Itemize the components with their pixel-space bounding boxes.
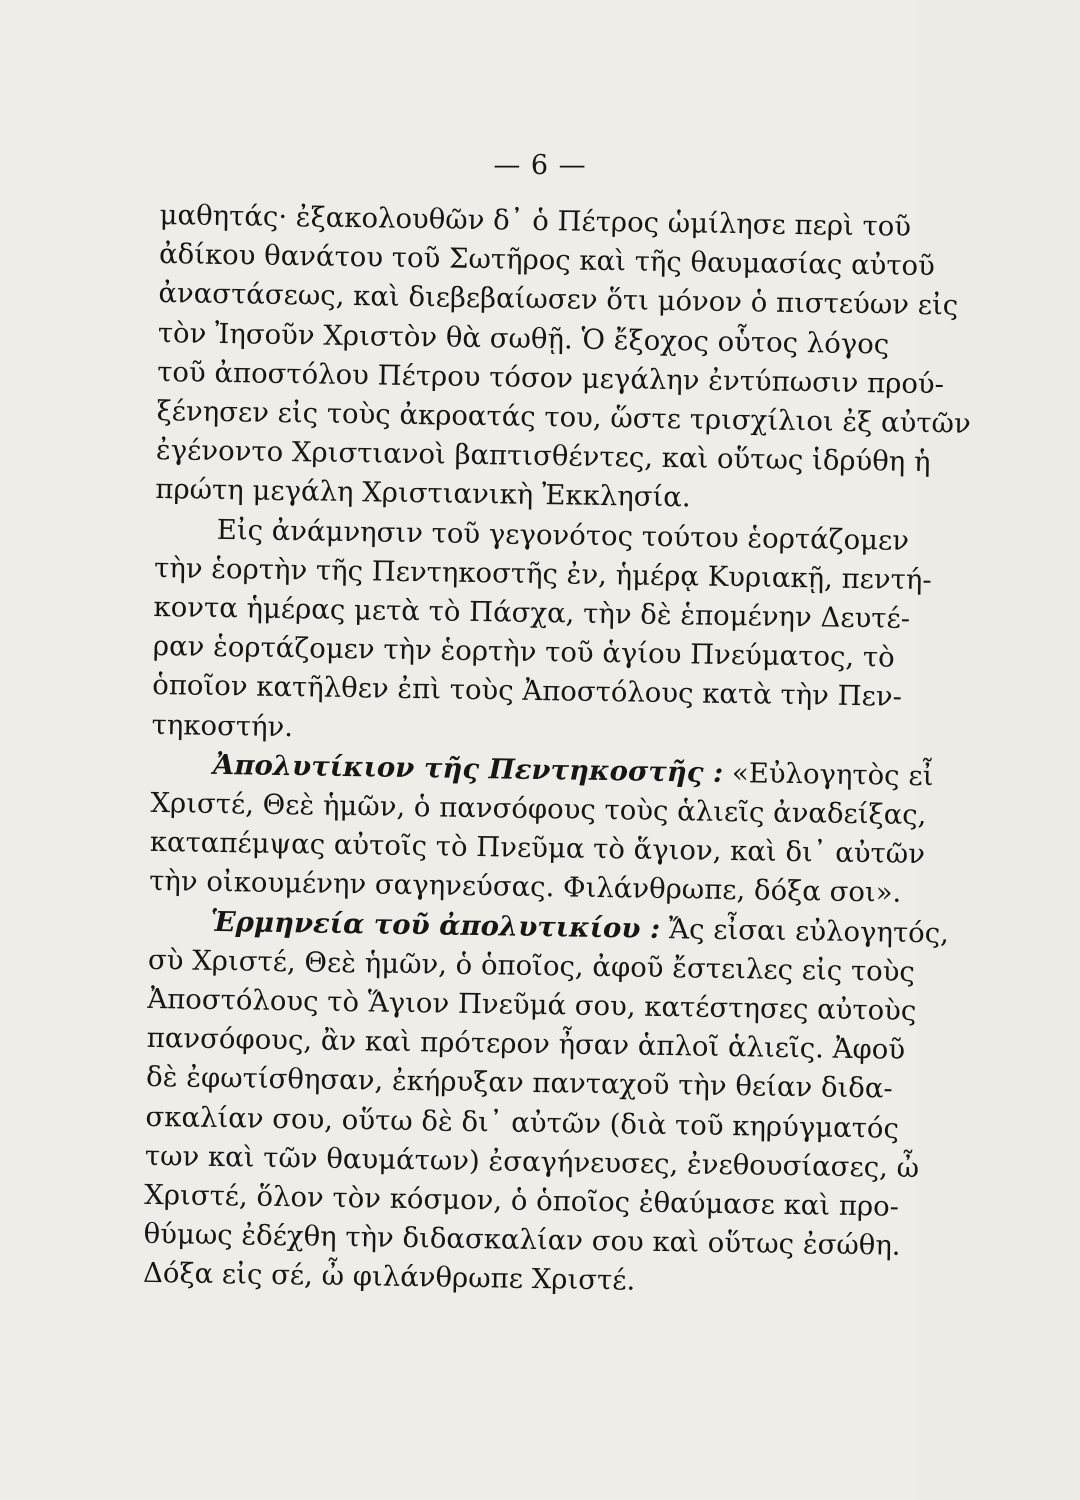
text-line: σκαλίαν σου, οὕτω δὲ δι᾿ αὐτῶν (διὰ τοῦ κηρύγματός	[145, 1100, 900, 1145]
page-number: — 6 —	[493, 150, 587, 181]
text-line: μαθητάς· ἐξακολουθῶν δ᾿ ὁ Πέτρος ὡμίλησε περὶ τοῦ	[159, 198, 912, 243]
text-line: τηκοστήν.	[151, 708, 294, 743]
text-line: ἐγένοντο Χριστιανοὶ βαπτισθέντες, καὶ οὕτως ἱδρύθη ἡ	[155, 434, 931, 479]
apolytikion-heading: Ἀπολυτίκιον τῆς Πεντηκοστῆς :	[212, 748, 724, 789]
paragraph-1	[155, 196, 971, 521]
text-line: τὴν οἰκουμένην σαγηνεύσας. Φιλάνθρωπε, δόξα σοι».	[148, 865, 902, 910]
text-line: ραν ἑορτάζομεν τὴν ἑορτὴν τοῦ ἁγίου Πνεύματος, τὸ	[152, 630, 895, 674]
text-line: τοῦ ἀποστόλου Πέτρου τόσον μεγάλην ἐντύπωσιν πρού-	[156, 355, 945, 401]
apolytikion-paragraph	[148, 745, 934, 913]
text-line: κοντα ἡμέρας μετὰ τὸ Πάσχα, τὴν δὲ ἑπομένην Δευτέ-	[153, 590, 911, 635]
text-line: των καὶ τῶν θαυμάτων) ἐσαγήνευσες, ἐνεθουσίασες, ὦ	[144, 1139, 920, 1184]
hermeneia-heading: Ἑρμηνεία τοῦ ἀπολυτικίου :	[210, 905, 661, 945]
text-line: ἀδίκου θανάτου τοῦ Σωτῆρος καὶ τῆς θαυμασίας αὐτοῦ	[158, 238, 936, 283]
text-line: ὁποῖον κατῆλθεν ἐπὶ τοὺς Ἀποστόλους κατὰ τὴν Πεν-	[152, 669, 903, 714]
paragraph-2	[151, 510, 932, 757]
text-line: Εἰς ἀνάμνησιν τοῦ γεγονότος τούτου ἑορτάζομεν	[216, 513, 910, 557]
text-line: καταπέμψας αὐτοῖς τὸ Πνεῦμα τὸ ἅγιον, καὶ δι᾿ αὐτῶν	[149, 826, 926, 871]
text-line: Χριστέ, Θεὲ ἡμῶν, ὁ πανσόφους τοὺς ἁλιεῖς ἀναδείξας,	[150, 786, 927, 832]
text-line: ἀναστάσεως, καὶ διεβεβαίωσεν ὅτι μόνον ὁ πιστεύων εἰς	[158, 277, 959, 322]
text-line: πανσόφους, ἂν καὶ πρότερον ἦσαν ἁπλοῖ ἁλιεῖς. Ἀφοῦ	[146, 1022, 906, 1067]
text-line: δὲ ἐφωτίσθησαν, ἐκήρυξαν πανταχοῦ τὴν θείαν διδα-	[145, 1061, 893, 1106]
hermeneia-paragraph	[142, 902, 950, 1305]
text-line: ξένησεν εἰς τοὺς ἀκροατάς του, ὥστε τρισχίλιοι ἐξ αὐτῶν	[156, 394, 971, 440]
hermeneia-first-line: Ἄς εἶσαι εὐλογητός,	[659, 912, 950, 950]
text-line: σὺ Χριστέ, Θεὲ ἡμῶν, ὁ ὁποῖος, ἀφοῦ ἔστειλες εἰς τοὺς	[147, 943, 916, 988]
text-line: Ἀποστόλους τὸ Ἅγιον Πνεῦμά σου, κατέστησες αὐτοὺς	[147, 982, 917, 1028]
text-line: τὸν Ἰησοῦν Χριστὸν θὰ σωθῇ. Ὁ ἔξοχος οὗτος λόγος	[157, 316, 890, 361]
apolytikion-first-line: «Εὐλογητὸς εἶ	[722, 756, 934, 793]
body-text	[142, 196, 971, 1305]
text-line: Δόξα εἰς σέ, ὦ φιλάνθρωπε Χριστέ.	[142, 1257, 636, 1298]
text-line: Χριστέ, ὅλον τὸν κόσμον, ὁ ὁποῖος ἐθαύμασε καὶ προ-	[144, 1178, 900, 1223]
text-line: θύμως ἐδέχθη τὴν διδασκαλίαν σου καὶ οὕτως ἐσώθη.	[143, 1218, 901, 1263]
text-line: τὴν ἑορτὴν τῆς Πεντηκοστῆς ἐν, ἡμέρᾳ Κυριακῇ, πεντή-	[153, 551, 932, 596]
text-line: πρώτη μεγάλη Χριστιανικὴ Ἐκκλησία.	[155, 473, 691, 514]
